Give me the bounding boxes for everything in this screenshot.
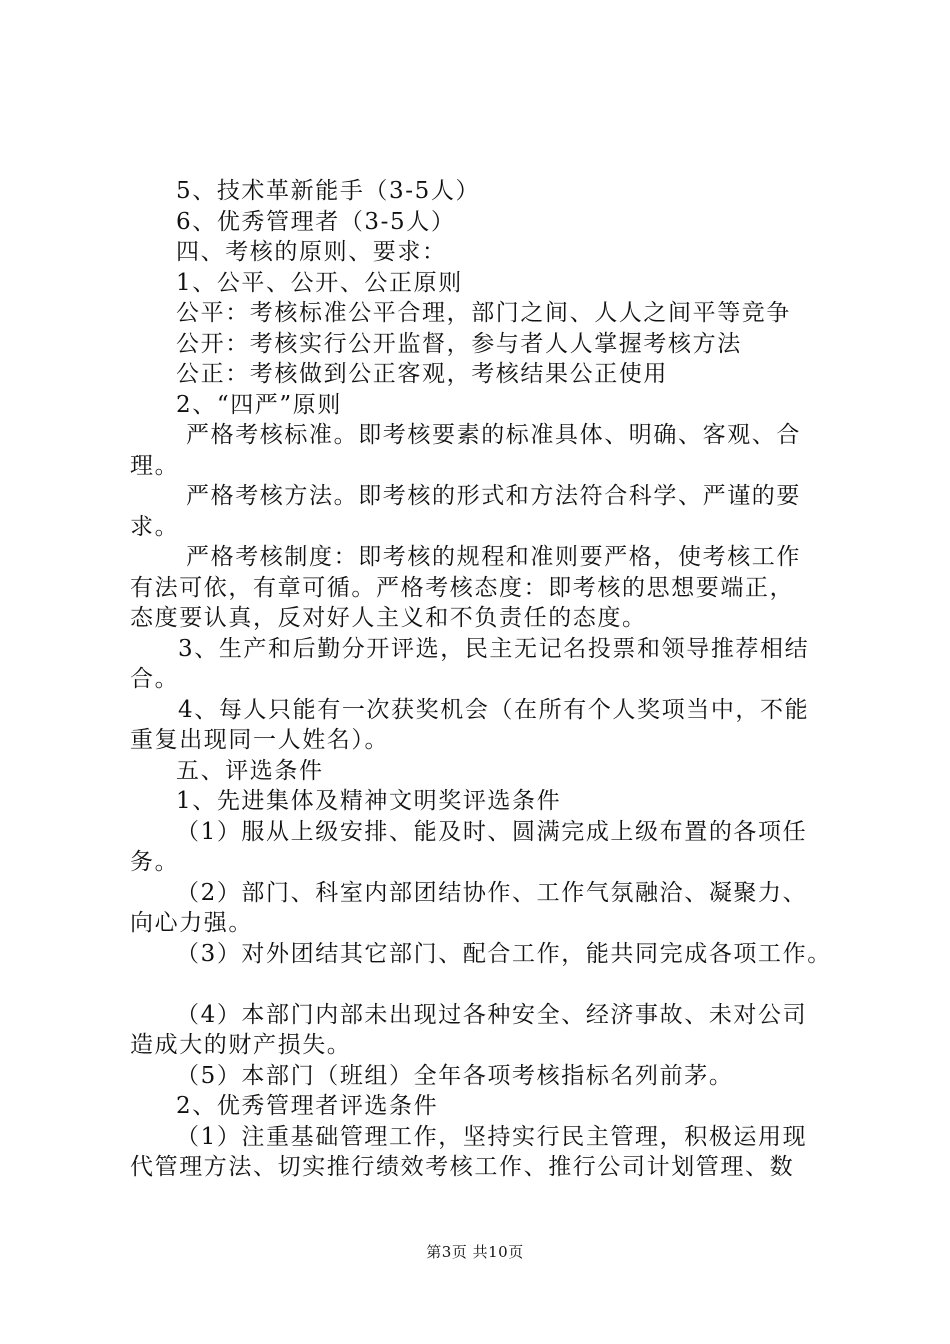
text-line: 5、技术革新能手（3-5人） [176,178,481,204]
list-item-line: 向心力强。 [130,910,253,936]
blank-line [130,969,840,1000]
document-body [130,176,840,1183]
paragraph-line: 合。 [130,666,180,692]
subsection-heading: 2、优秀管理者评选条件 [176,1093,439,1119]
text-line: 公正：考核做到公正客观，考核结果公正使用 [176,361,668,387]
page-number-footer: 第3页 共10页 [426,1243,524,1261]
list-item-line: 务。 [130,849,180,875]
list-item-line: 造成大的财产损失。 [130,1032,352,1058]
list-item-line: （1）服从上级安排、能及时、圆满完成上级布置的各项任 [176,818,808,845]
text-line: 6、优秀管理者（3-5人） [176,208,456,235]
text-line: 公平：考核标准公平合理，部门之间、人人之间平等竞争 [176,300,791,326]
paragraph-line: 态度要认真，反对好人主义和不负责任的态度。 [130,605,647,631]
paragraph-line: 求。 [130,513,180,540]
list-item-line: （5）本部门（班组）全年各项考核指标名列前茅。 [176,1062,734,1089]
list-item-line: （2）部门、科室内部团结协作、工作气氛融洽、凝聚力、 [176,879,808,906]
paragraph-line: 理。 [130,452,180,479]
text-line: 公开：考核实行公开监督，参与者人人掌握考核方法 [176,330,742,357]
section-heading: 五、评选条件 [176,757,324,784]
list-item-line: （4）本部门内部未出现过各种安全、经济事故、未对公司 [176,1001,808,1028]
paragraph-line: 重复出现同一人姓名）。 [130,727,390,753]
subsection-heading: 2、“四严”原则 [176,391,342,418]
paragraph-line: 严格考核方法。即考核的形式和方法符合科学、严谨的要 [186,483,801,509]
list-item-line: 代管理方法、切实推行绩效考核工作、推行公司计划管理、数 [130,1154,795,1180]
list-item-line: （3）对外团结其它部门、配合工作，能共同完成各项工作。 [176,940,832,967]
section-heading: 四、考核的原则、要求： [176,239,447,265]
subsection-heading: 1、公平、公开、公正原则 [176,269,463,296]
paragraph-line: 严格考核标准。即考核要素的标准具体、明确、客观、合 [186,422,801,448]
paragraph-line: 4、每人只能有一次获奖机会（在所有个人奖项当中，不能 [178,696,810,723]
paragraph-line: 有法可依，有章可循。严格考核态度：即考核的思想要端正， [130,574,795,601]
paragraph-line: 严格考核制度：即考核的规程和准则要严格，使考核工作 [186,544,801,570]
list-item-line: （1）注重基础管理工作，坚持实行民主管理，积极运用现 [176,1123,808,1150]
subsection-heading: 1、先进集体及精神文明奖评选条件 [176,788,562,814]
paragraph-line: 3、生产和后勤分开评选，民主无记名投票和领导推荐相结 [178,635,810,662]
